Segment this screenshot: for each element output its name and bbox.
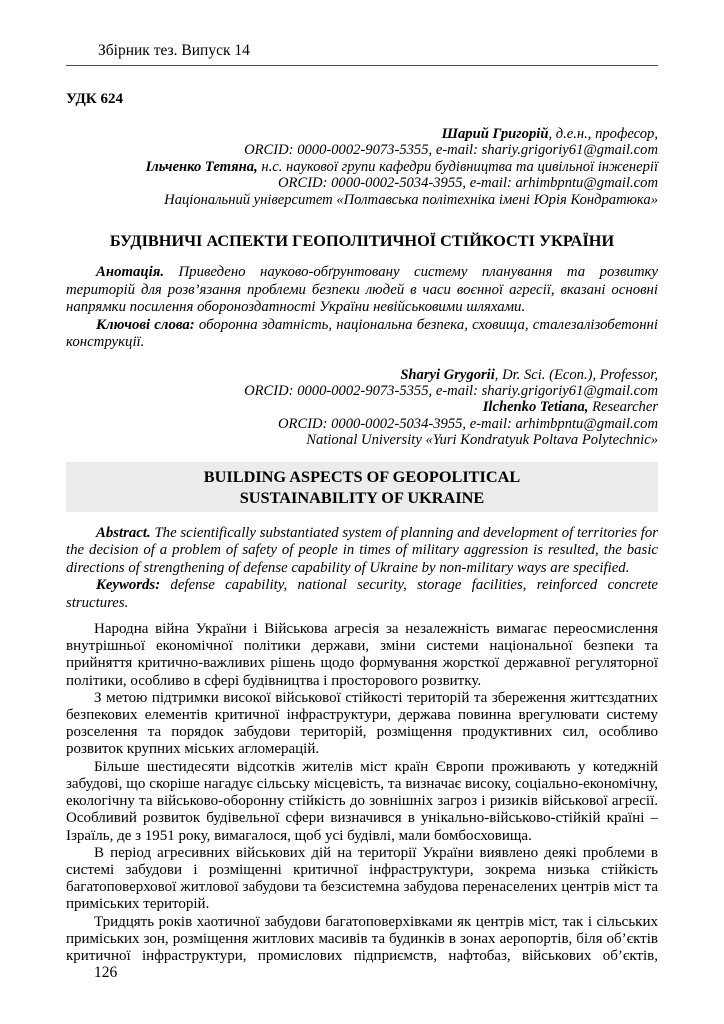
title-en-highlight [66,462,658,512]
body-paragraph: З метою підтримки високої військової стійкості територій та збереження життєздатних безпекових елементів критичної інфраструктури, держава повинна врегулювати систему розселення та порядок забудови територій, розміщення продуктивних сил, особливо розвиток крупних міських агломерацій. [66,689,658,758]
keywords-en-text: defense capability, national security, storage facilities, reinforced concrete structures. [66,577,658,611]
author-line [66,159,658,175]
body-paragraph: В період агресивних військових дій на території України виявлено деякі проблеми в системі забудови і розміщенні критичної інфраструктури, зокрема низька стійкість багатоповерхової житлової забудови та безсистемна забудова перенаселених центрів міст та приміських територій. [66,844,658,913]
author-credentials: , Dr. Sci. (Econ.), Professor, [494,366,658,383]
body-text [66,621,658,965]
author-line [66,383,658,399]
author-line [66,126,658,142]
title-en-line: BUILDING ASPECTS OF GEOPOLITICAL [203,466,521,486]
keywords-uk-text: оборонна здатність, національна безпека, сховища, сталезалізобетонні конструкції. [66,316,658,351]
author-name: Шарий Григорій [441,126,549,142]
author-orcid-email: ORCID: 0000-0002-5034-3955, e-mail: arhimbpntu@gmail.com [278,175,658,192]
journal-header: Збірник тез. Випуск 14 [98,42,250,59]
author-affiliation: National University «Yuri Kondratyuk Poltava Polytechnic» [306,432,658,449]
authors-en [66,367,658,449]
author-line [66,367,658,383]
author-line [66,432,658,448]
abstract-uk-label: Анотація. [96,264,165,281]
author-credentials: , д.е.н., професор, [548,126,658,142]
author-line [66,142,658,158]
author-credentials: Researcher [588,399,658,416]
author-orcid-email: ORCID: 0000-0002-9073-5355, e-mail: shariy.grigoriy61@gmail.com [244,382,658,399]
author-line [66,399,658,415]
author-line [66,192,658,208]
page-header [66,0,658,66]
author-orcid-email: ORCID: 0000-0002-5034-3955, e-mail: arhimbpntu@gmail.com [278,415,658,432]
abstract-en [66,525,658,578]
author-name: Ilchenko Tetiana, [482,399,589,416]
keywords-en-label: Keywords: [96,577,161,594]
keywords-en [66,577,658,612]
keywords-uk [66,317,658,352]
author-name: Ільченко Тетяна, [145,158,258,175]
udc-code: УДК 624 [66,91,123,107]
keywords-uk-label: Ключові слова: [96,316,195,333]
author-orcid-email: ORCID: 0000-0002-9073-5355, e-mail: shariy.grigoriy61@gmail.com [244,142,658,159]
abstract-en-label: Abstract. [96,524,151,541]
title-en-line: SUSTAINABILITY OF UKRAINE [239,487,485,507]
body-paragraph: Народна війна України і Військова агресія за незалежність вимагає переосмислення внутрішньої економічної політики держави, зміни системи національної безпеки та прийняття критично-важливих рішень щодо формування жорсткої державної регуляторної політики, особливо в сфері будівництва і просторового розвитку. [66,621,658,689]
page-number: 126 [94,964,118,981]
author-name: Sharyi Grygorii [400,366,495,383]
title-uk: БУДІВНИЧІ АСПЕКТИ ГЕОПОЛІТИЧНОЇ СТІЙКОСТІ УКРАЇНИ [109,231,615,251]
author-line [66,175,658,191]
author-affiliation: Національний університет «Полтавська політехніка імені Юрія Кондратюка» [164,191,658,208]
author-credentials: н.с. наукової групи кафедри будівництва та цивільної інженерії [257,158,658,175]
abstract-en-text: The scientifically substantiated system of planning and development of territories for the decision of a problem of safety of people in times of military aggression is resulted, the basic directions of strengthening of defense capability of Ukraine by non-military ways are specified. [66,524,658,576]
abstract-uk-text: Приведено науково-обґрунтовану систему планування та розвитку територій для розв’язання проблеми безпеки людей в часи воєнної агресії, вказані основні напрямки посилення обороноздатності України невійськовими шляхами. [66,264,658,316]
authors-uk [66,126,658,208]
author-line [66,416,658,432]
body-paragraph: Тридцять років хаотичної забудови багатоповерхівками як центрів міст, так і сільських приміських зон, розміщення житлових масивів та будинків в зонах аеропортів, біля об’єктів критичної інфраструктури, промислових підприємств, нафтобаз, військових об’єктів, [66,913,658,964]
body-paragraph: Більше шестидесяти відсотків жителів міст країн Європи проживають у котеджній забудові, що скоріше нагадує сільську місцевість, та визначає високу, соціально-економічну, екологічну та військово-оборонну стійкість до зовнішніх загроз і ризиків військової агресії. Особливий розвиток будівельної сфери визначився в унікально-військово-стійкій країні – Ізраїль, де з 1951 року, вимагалося, щоб усі будівлі, мали бомбосховища. [66,758,658,844]
abstract-uk [66,264,658,317]
